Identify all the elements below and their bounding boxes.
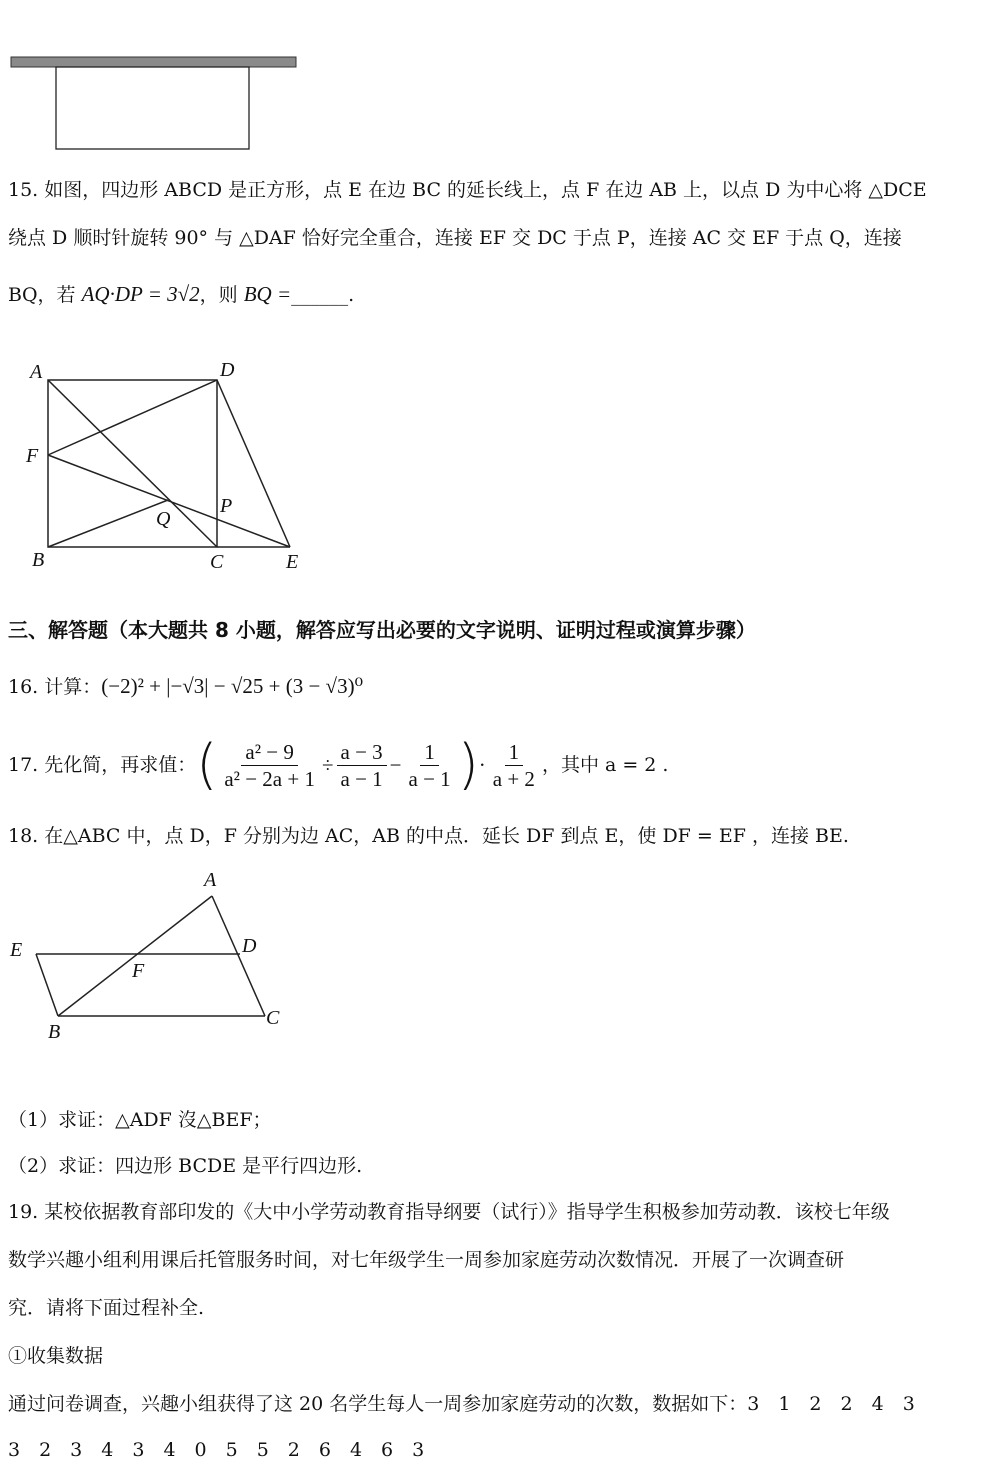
q17-expression <box>196 733 542 796</box>
segment-ac <box>212 896 265 1016</box>
q16-prefix: 16. 计算： <box>8 676 102 698</box>
q15-figure <box>20 356 320 578</box>
q17-prefix: 17. 先化简，再求值： <box>8 754 197 776</box>
label-f: F <box>26 445 39 467</box>
q18-part2: （2）求证：四边形 BCDE 是平行四边形. <box>8 1155 363 1177</box>
q18-figure-svg <box>8 866 298 1046</box>
label-e: E <box>286 551 299 573</box>
q17-f3-num: 1 <box>420 739 439 766</box>
segment-eb <box>36 954 58 1016</box>
q19-line5: 通过问卷调查，兴趣小组获得了这 20 名学生每人一周参加家庭劳动的次数，数据如下：3 1 2 2 4 3 <box>8 1393 915 1415</box>
q15-line1: 15. 如图，四边形 ABCD 是正方形，点 E 在边 BC 的延长线上，点 F 在边 AB 上，以点 D 为中心将 △DCE <box>8 179 927 201</box>
q18-figure <box>8 866 298 1046</box>
q17-op3: · <box>478 753 486 777</box>
q16-expression: (−2)² + |−√3| − √25 + (3 − √3)⁰ <box>101 674 363 698</box>
segment-fd <box>48 380 217 455</box>
section3-heading: 三、解答题（本大题共 8 小题，解答应写出必要的文字说明、证明过程或演算步骤） <box>8 618 756 642</box>
top-figure-svg <box>10 56 300 152</box>
segment-ba <box>58 896 212 1016</box>
segment-de <box>217 380 290 547</box>
q15-condition: AQ·DP = 3√2 <box>81 282 200 306</box>
q17-f2-den: a − 1 <box>340 766 383 791</box>
q18-part1: （1）求证：△ADF 沒△BEF； <box>8 1109 272 1131</box>
q15-line3 <box>8 280 984 309</box>
q15-line3-prefix: BQ，若 <box>8 284 82 306</box>
q17-op2: − <box>389 753 402 777</box>
label-d: D <box>242 935 257 957</box>
label-a: A <box>30 361 43 383</box>
label-a: A <box>204 869 217 891</box>
top-figure-box <box>56 67 249 149</box>
q17-f1-den: a² − 2a + 1 <box>224 766 315 791</box>
q17-fraction-4 <box>489 739 539 792</box>
q19-line2: 数学兴趣小组利用课后托管服务时间，对七年级学生一周参加家庭劳动次数情况．开展了一次调查研 <box>8 1249 845 1271</box>
q17-fraction-3 <box>405 739 455 792</box>
q17-f2-num: a − 3 <box>337 739 387 766</box>
label-c: C <box>266 1007 280 1029</box>
q19-line1: 19. 某校依据教育部印发的《大中小学劳动教育指导纲要（试行）》指导学生积极参加劳动教．该校七年级 <box>8 1201 890 1223</box>
segment-ac <box>48 380 217 547</box>
q17-f3-den: a − 1 <box>408 766 451 791</box>
right-paren: ) <box>457 733 479 796</box>
label-d: D <box>220 359 235 381</box>
segment-bq <box>48 500 168 547</box>
left-paren: ( <box>196 733 218 796</box>
q15-figure-svg <box>20 356 320 578</box>
q17-f4-num: 1 <box>505 739 524 766</box>
q17-op1: ÷ <box>321 753 334 777</box>
q15-line2: 绕点 D 顺时针旋转 90° 与 △DAF 恰好完全重合，连接 EF 交 DC 于点 P，连接 AC 交 EF 于点 Q，连接 <box>8 227 902 249</box>
q15-line3-end: . <box>348 284 355 306</box>
q16-line <box>8 672 984 701</box>
q19-line6: 3 2 3 4 3 4 0 5 5 2 6 4 6 3 <box>8 1439 425 1461</box>
top-figure-bar <box>11 57 296 67</box>
q17-fraction-1 <box>220 739 319 792</box>
q15-answer-blank[interactable]: ______ <box>291 284 349 306</box>
label-q: Q <box>156 508 171 530</box>
q15-line3-mid: ，则 <box>199 284 244 306</box>
label-b: B <box>48 1021 61 1043</box>
label-e: E <box>10 939 23 961</box>
q18-text: 18. 在△ABC 中，点 D，F 分别为边 AC，AB 的中点．延长 DF 到点 E，使 DF = EF ，连接 BE. <box>8 825 849 847</box>
top-figure <box>10 56 300 152</box>
q17-f1-num: a² − 9 <box>241 739 297 766</box>
q17-fraction-2 <box>337 739 387 792</box>
q17-suffix: ，其中 a = 2 . <box>541 754 669 776</box>
label-p: P <box>220 495 233 517</box>
q17-line <box>8 730 984 800</box>
q17-f4-den: a + 2 <box>492 766 535 791</box>
label-b: B <box>32 549 45 571</box>
q15-answer-lhs: BQ = <box>243 282 292 306</box>
label-f: F <box>132 960 145 982</box>
q19-line3: 究．请将下面过程补全. <box>8 1297 205 1319</box>
label-c: C <box>210 551 224 573</box>
q19-step1: ①收集数据 <box>8 1345 104 1367</box>
